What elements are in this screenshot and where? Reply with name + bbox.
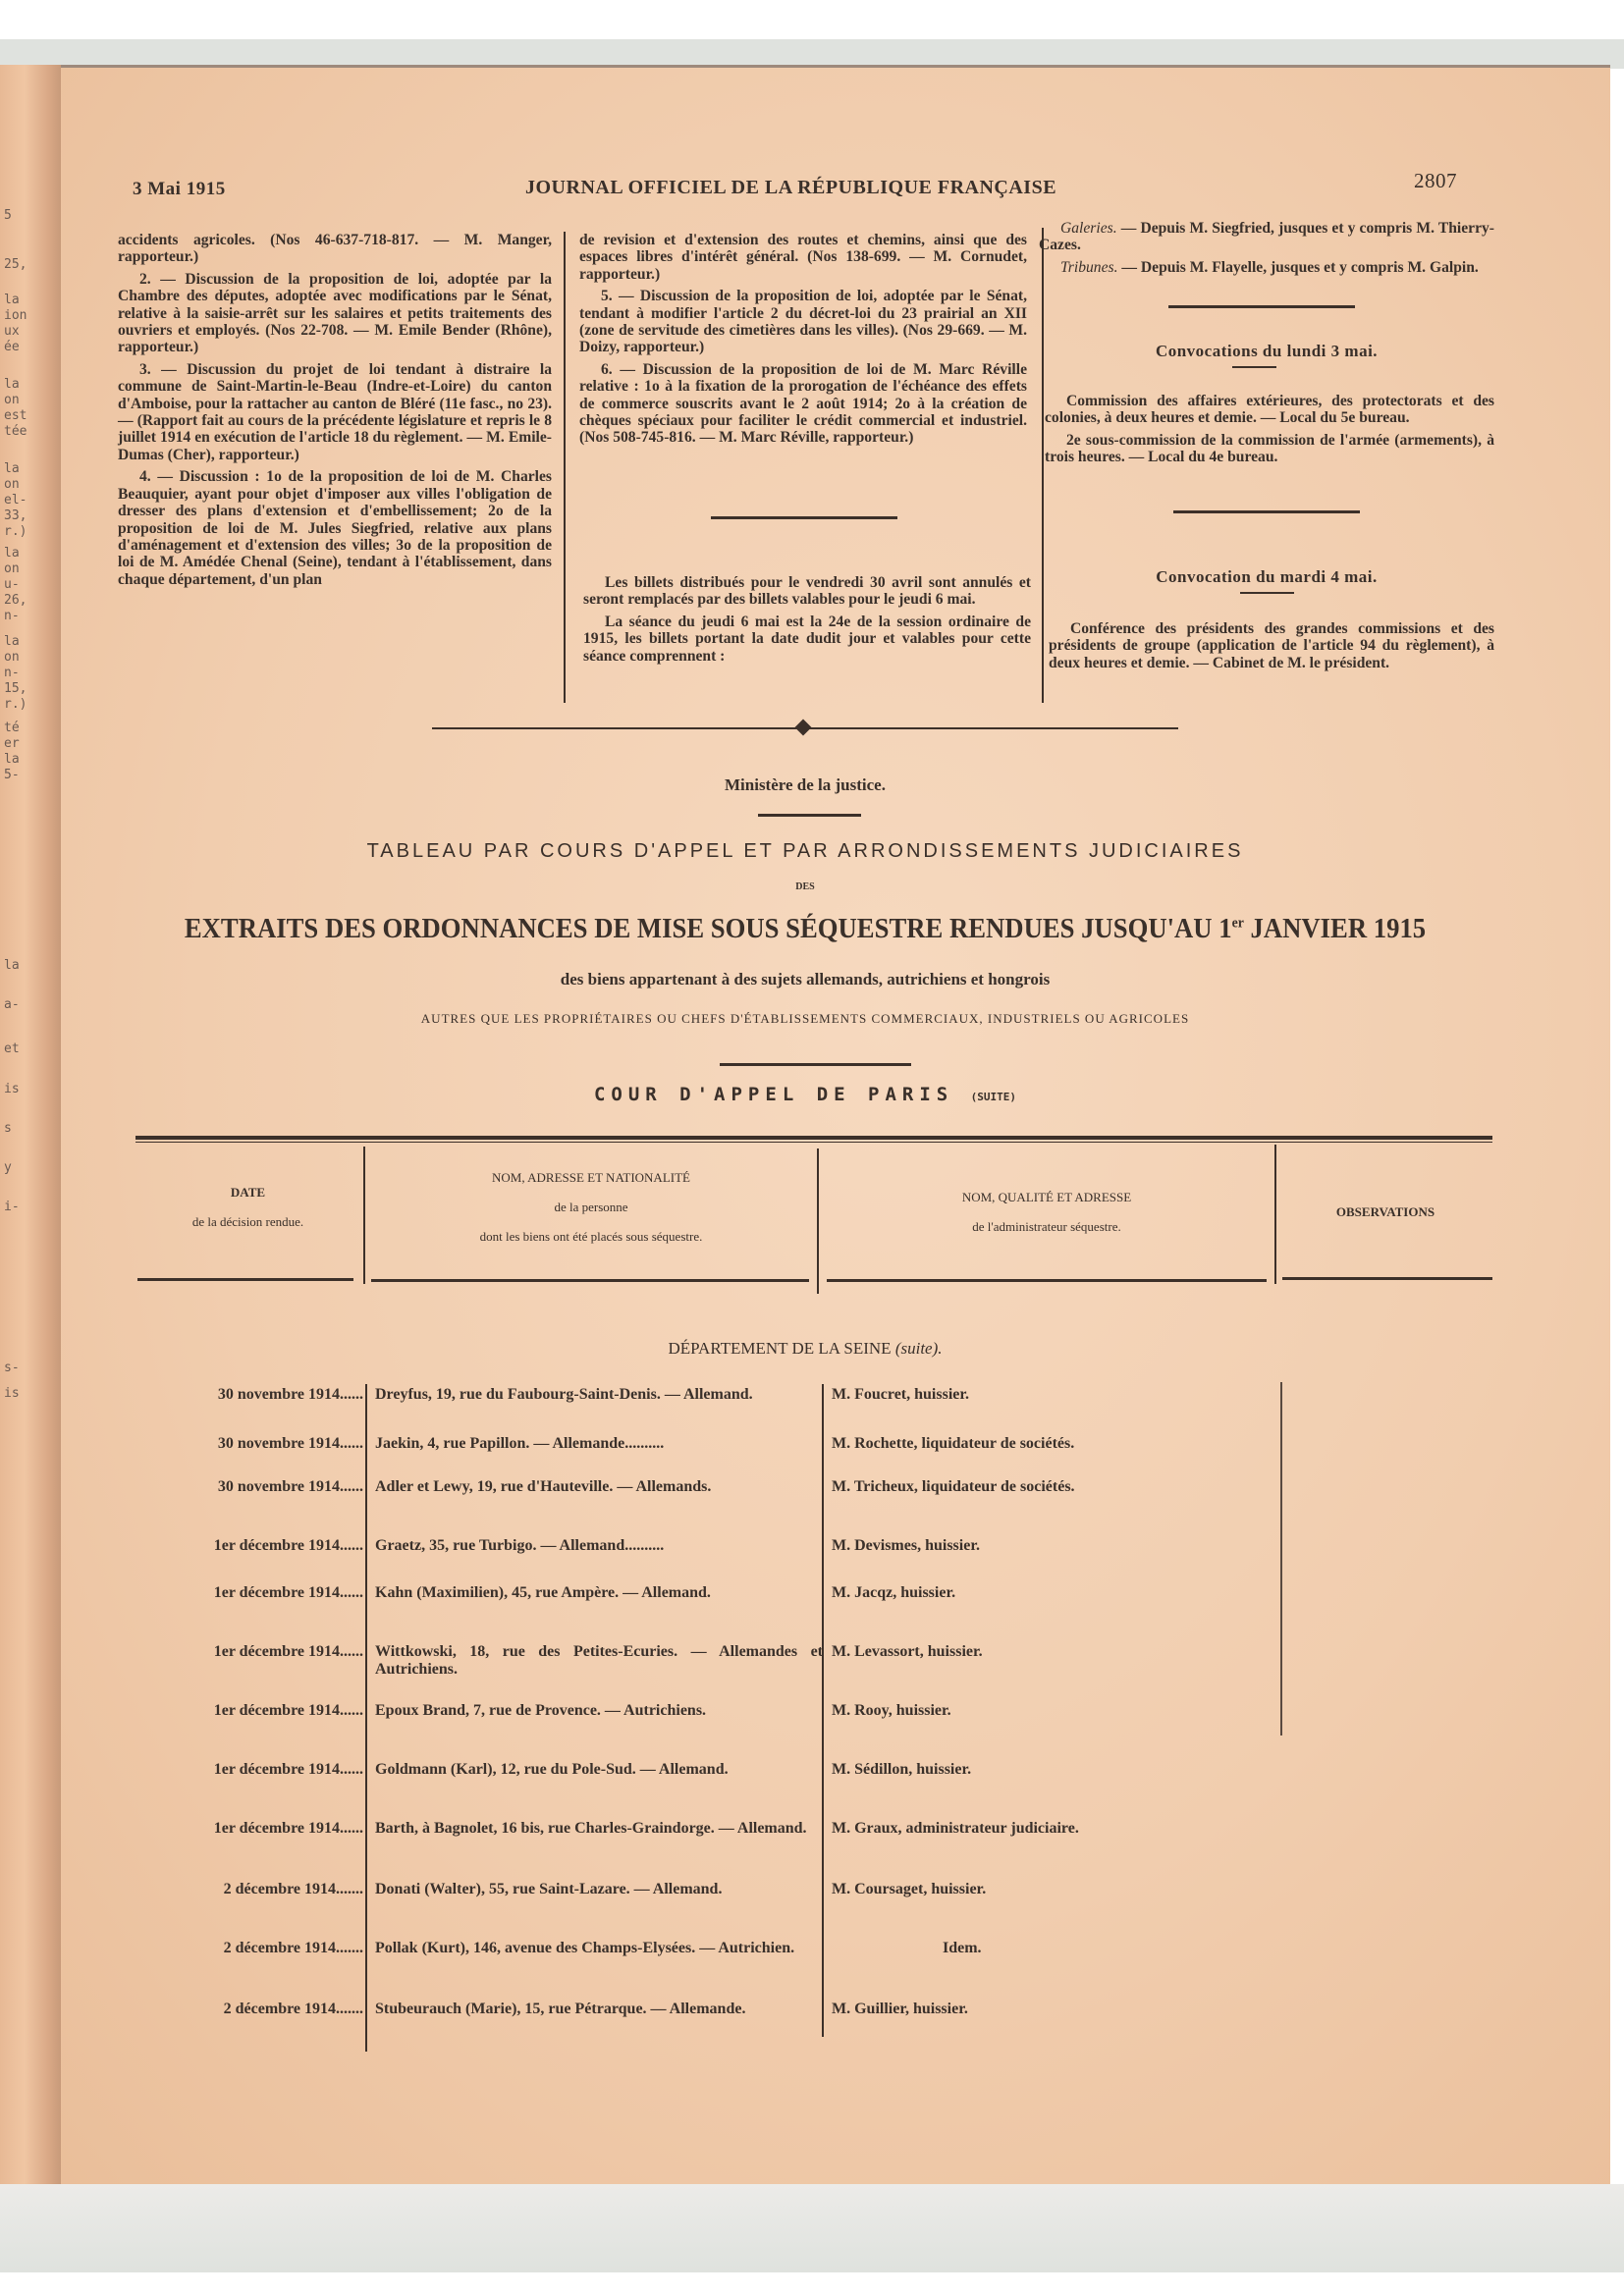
header-admin-sub: de l'administrateur séquestre. bbox=[972, 1219, 1121, 1234]
title-text: EXTRAITS DES ORDONNANCES DE MISE SOUS SÉQUESTRE RENDUES JUSQU'AU bbox=[184, 913, 1213, 944]
decision-date: 2 décembre 1914....... bbox=[223, 1881, 363, 1897]
decision-date: 2 décembre 1914....... bbox=[223, 2001, 363, 2017]
page-number: 2807 bbox=[1414, 169, 1457, 192]
decision-date: 2 décembre 1914....... bbox=[223, 1940, 363, 1956]
person-name-address: Jaekin, 4, rue Papillon. — Allemande.......... bbox=[375, 1435, 665, 1452]
administrator: M. Graux, administrateur judiciaire. bbox=[832, 1820, 1079, 1837]
paragraph: Les billets distribués pour le vendredi 30 avril sont annulés et seront remplacés par des billets valables pour le jeudi 6 mai. bbox=[583, 574, 1031, 609]
galeries-text: — Depuis M. Siegfried, jusques et y compris M. Thierry-Cazes. bbox=[1039, 220, 1494, 254]
person-name-address: Pollak (Kurt), 146, avenue des Champs-Elysées. — Autrichien. bbox=[375, 1940, 795, 1956]
tribunes-text: — Depuis M. Flayelle, jusques et y compris M. Galpin. bbox=[1117, 258, 1479, 276]
decision-date: 30 novembre 1914...... bbox=[217, 1478, 363, 1495]
administrator: M. Coursaget, huissier. bbox=[832, 1881, 987, 1897]
header-bottom-rule bbox=[1282, 1277, 1492, 1280]
margin-fragment: et bbox=[4, 1041, 20, 1056]
margin-fragment: tée bbox=[4, 424, 27, 439]
administrator: M. Rooy, huissier. bbox=[832, 1702, 951, 1719]
paragraph: La séance du jeudi 6 mai est la 24e de la session ordinaire de 1915, les billets portant la date dudit jour et valables pour cette séance comprennent : bbox=[583, 613, 1031, 665]
administrator: M. Jacqz, huissier. bbox=[832, 1584, 956, 1601]
label-tribunes: Tribunes. bbox=[1060, 258, 1118, 276]
margin-fragment: n- bbox=[4, 666, 20, 680]
margin-fragment: ux bbox=[4, 324, 20, 339]
column-2-notice bbox=[583, 574, 1031, 669]
person-name-address: Stubeurauch (Marie), 15, rue Pétrarque. — Allemande. bbox=[375, 2001, 746, 2017]
convocation-tuesday-heading: Convocation du mardi 4 mai. bbox=[1156, 567, 1378, 586]
margin-fragment: ion bbox=[4, 308, 27, 323]
paragraph: 4. — Discussion : 1o de la proposition de loi de M. Charles Beauquier, ayant pour objet d'imposer aux villes l'obligation de dresser des plans d'extension et d'embellissement; 2o de la proposition de loi de M. Jules Siegfried, relative aux plans d'aménagement et d'extension des villes; 3o de la proposition de loi de M. Amédée Chenal (Seine), tendant à l'établissement, dans chaque département, d'un plan bbox=[118, 468, 552, 588]
margin-fragment: on bbox=[4, 561, 20, 576]
header-divider bbox=[363, 1147, 365, 1284]
header-observations bbox=[1278, 1198, 1492, 1227]
header-date bbox=[137, 1178, 358, 1237]
column-divider bbox=[1042, 228, 1044, 703]
margin-fragment: 33, bbox=[4, 508, 27, 523]
person-name-address: Epoux Brand, 7, rue de Provence. — Autrichiens. bbox=[375, 1702, 707, 1719]
margin-fragment: y bbox=[4, 1160, 12, 1175]
separator-rule bbox=[711, 516, 897, 519]
separator-rule bbox=[758, 814, 861, 817]
margin-fragment: la bbox=[4, 634, 20, 649]
scan-background-bottom bbox=[0, 2184, 1624, 2272]
table-top-rule bbox=[135, 1136, 1492, 1140]
decision-date: 1er décembre 1914...... bbox=[213, 1537, 363, 1554]
header-bottom-rule bbox=[827, 1279, 1267, 1282]
table-subtitle: des biens appartenant à des sujets allemands, autrichiens et hongrois bbox=[560, 970, 1051, 988]
separator-rule bbox=[1240, 592, 1294, 594]
table-main-title bbox=[65, 913, 1546, 945]
department-heading bbox=[0, 1339, 1610, 1359]
separator-rule bbox=[1232, 366, 1276, 368]
header-bottom-rule bbox=[137, 1278, 353, 1281]
decision-date: 30 novembre 1914...... bbox=[217, 1386, 363, 1403]
margin-fragment: 5 bbox=[4, 208, 12, 223]
person-name-address: Dreyfus, 19, rue du Faubourg-Saint-Denis. — Allemand. bbox=[375, 1386, 753, 1403]
column-2 bbox=[579, 232, 1027, 452]
margin-fragment: er bbox=[4, 736, 20, 751]
journal-title: JOURNAL OFFICIEL DE LA RÉPUBLIQUE FRANÇAISE bbox=[525, 177, 1057, 198]
header-admin bbox=[823, 1183, 1271, 1242]
person-name-address: Wittkowski, 18, rue des Petites-Ecuries. — Allemandes et Autrichiens. bbox=[375, 1643, 823, 1678]
separator-rule bbox=[1173, 510, 1360, 513]
person-name-address: Barth, à Bagnolet, 16 bis, rue Charles-Graindorge. — Allemand. bbox=[375, 1820, 807, 1837]
header-person-title: NOM, ADRESSE ET NATIONALITÉ bbox=[492, 1170, 690, 1185]
margin-fragment: on bbox=[4, 650, 20, 665]
decision-date: 1er décembre 1914...... bbox=[213, 1761, 363, 1778]
convocations-monday-heading: Convocations du lundi 3 mai. bbox=[1155, 342, 1379, 360]
margin-fragment: la bbox=[4, 377, 20, 392]
margin-fragment: on bbox=[4, 477, 20, 492]
court-heading bbox=[0, 1084, 1610, 1105]
administrator: M. Levassort, huissier. bbox=[832, 1643, 983, 1660]
paragraph: 2e sous-commission de la commission de l'armée (armements), à trois heures. — Local du 4e bureau. bbox=[1045, 431, 1494, 466]
margin-fragment: el- bbox=[4, 493, 27, 507]
decision-date: 1er décembre 1914...... bbox=[213, 1643, 363, 1660]
margin-fragment: té bbox=[4, 721, 20, 735]
body-divider bbox=[1280, 1382, 1282, 1735]
body-divider bbox=[365, 1384, 367, 2052]
title-date-rest: JANVIER 1915 bbox=[1243, 913, 1427, 944]
margin-fragment: r.) bbox=[4, 524, 27, 539]
decision-date: 1er décembre 1914...... bbox=[213, 1702, 363, 1719]
margin-fragment: la bbox=[4, 958, 20, 973]
convocations-monday bbox=[1045, 393, 1494, 471]
header-date-title: DATE bbox=[230, 1185, 266, 1200]
person-name-address: Kahn (Maximilien), 45, rue Ampère. — Allemand. bbox=[375, 1584, 711, 1601]
column-divider bbox=[564, 232, 566, 703]
margin-fragment: la bbox=[4, 752, 20, 767]
table-qualifier: AUTRES QUE LES PROPRIÉTAIRES OU CHEFS D'ÉTABLISSEMENTS COMMERCIAUX, INDUSTRIELS OU AGRICOLES bbox=[420, 1011, 1190, 1026]
margin-fragment: u- bbox=[4, 577, 20, 592]
paragraph: de revision et d'extension des routes et chemins, ainsi que des espaces libres d'intérêt général. (Nos 138-699. — M. Cornudet, rapporteur.) bbox=[579, 232, 1027, 283]
table-title-des: DES bbox=[795, 881, 815, 892]
department-suffix: (suite). bbox=[894, 1339, 943, 1358]
decision-date: 1er décembre 1914...... bbox=[213, 1584, 363, 1601]
title-date-sup: er bbox=[1231, 915, 1244, 932]
header-date-sub: de la décision rendue. bbox=[191, 1214, 304, 1229]
header-person bbox=[369, 1163, 813, 1252]
administrator: M. Devismes, huissier. bbox=[832, 1537, 980, 1554]
margin-fragment: la bbox=[4, 461, 20, 476]
table-top-rule-thin bbox=[135, 1142, 1492, 1143]
header-person-sub2: dont les biens ont été placés sous séquestre. bbox=[479, 1229, 703, 1244]
margin-fragment: s- bbox=[4, 1361, 20, 1375]
paragraph: Conférence des présidents des grandes commissions et des présidents de groupe (application de l'article 94 du règlement), à deux heures et demie. — Cabinet de M. le président. bbox=[1049, 620, 1494, 671]
person-name-address: Donati (Walter), 55, rue Saint-Lazare. — Allemand. bbox=[375, 1881, 723, 1897]
paragraph: 6. — Discussion de la proposition de loi de M. Marc Réville relative : 1o à la fixation de la prorogation de l'échéance des effets de commerce souscrits avant le 2 août 1914; 2o à la création de chèques spéciaux pour faciliter le crédit commercial et industriel. (Nos 508-745-816. — M. Marc Réville, rapporteur.) bbox=[579, 360, 1027, 447]
margin-fragment: a- bbox=[4, 997, 20, 1012]
administrator: M. Tricheux, liquidateur de sociétés. bbox=[832, 1478, 1075, 1495]
person-name-address: Graetz, 35, rue Turbigo. — Allemand.......... bbox=[375, 1537, 665, 1554]
margin-fragment: i- bbox=[4, 1200, 20, 1214]
person-name-address: Goldmann (Karl), 12, rue du Pole-Sud. — Allemand. bbox=[375, 1761, 729, 1778]
header-obs-title: OBSERVATIONS bbox=[1335, 1204, 1435, 1219]
administrator: Idem. bbox=[943, 1940, 982, 1956]
title-date-num: 1 bbox=[1218, 913, 1232, 944]
paragraph: 2. — Discussion de la proposition de loi, adoptée par la Chambre des députes, adoptée avec modifications par le Sénat, relative à la saisie-arrêt sur les salaires et petits traitements des ouvriers et employés. (Nos 22-708. — M. Emile Bender (Rhône), rapporteur.) bbox=[118, 270, 552, 356]
header-admin-title: NOM, QUALITÉ ET ADRESSE bbox=[961, 1190, 1132, 1204]
convocation-tuesday bbox=[1049, 620, 1494, 676]
header-person-sub1: de la personne bbox=[554, 1200, 628, 1214]
paragraph: 5. — Discussion de la proposition de loi, adoptée par le Sénat, tendant à modifier l'article 2 du décret-loi du 23 prairial an XII (zone de servitude des cimetières dans les villes). (Nos 29-669. — M. Doizy, rapporteur.) bbox=[579, 288, 1027, 356]
header-divider bbox=[817, 1148, 819, 1294]
margin-fragment: on bbox=[4, 393, 20, 407]
issue-date: 3 Mai 1915 bbox=[133, 179, 226, 199]
header-bottom-rule bbox=[371, 1279, 809, 1282]
margin-fragment: is bbox=[4, 1386, 20, 1401]
administrator: M. Guillier, huissier. bbox=[832, 2001, 968, 2017]
label-galeries: Galeries. bbox=[1060, 220, 1117, 237]
column-1 bbox=[118, 232, 552, 593]
margin-fragment: la bbox=[4, 293, 20, 307]
margin-fragment: est bbox=[4, 408, 27, 423]
margin-fragment: 26, bbox=[4, 593, 27, 608]
administrator: M. Foucret, huissier. bbox=[832, 1386, 969, 1403]
paragraph: accidents agricoles. (Nos 46-637-718-817. — M. Manger, rapporteur.) bbox=[118, 232, 552, 266]
table-title-line1: TABLEAU PAR COURS D'APPEL ET PAR ARRONDISSEMENTS JUDICIAIRES bbox=[366, 840, 1244, 862]
margin-fragment: 5- bbox=[4, 768, 20, 782]
margin-fragment: s bbox=[4, 1121, 12, 1136]
separator-rule bbox=[1168, 305, 1355, 308]
header-divider bbox=[1274, 1145, 1276, 1284]
separator-rule bbox=[720, 1063, 911, 1066]
department-name: DÉPARTEMENT DE LA SEINE bbox=[668, 1339, 892, 1358]
administrator: M. Rochette, liquidateur de sociétés. bbox=[832, 1435, 1075, 1452]
margin-fragment: ée bbox=[4, 340, 20, 354]
decision-date: 1er décembre 1914...... bbox=[213, 1820, 363, 1837]
ministry-heading: Ministère de la justice. bbox=[725, 775, 886, 794]
paragraph: Commission des affaires extérieures, des protectorats et des colonies, à deux heures et demie. — Local du 5e bureau. bbox=[1045, 393, 1494, 427]
margin-fragment: n- bbox=[4, 609, 20, 623]
court-suffix: (SUITE) bbox=[970, 1091, 1017, 1103]
margin-fragment: r.) bbox=[4, 697, 27, 712]
paragraph: 3. — Discussion du projet de loi tendant à distraire la commune de Saint-Martin-le-Beau (Indre-et-Loire) du canton d'Amboise, pour la rattacher au canton de Bléré (11e fasc., no 23). — (Rapport fait au cours de la précédente législature et repris le 8 juillet 1914 en exécution de l'article 18 du règlement. — M. Emile-Dumas (Cher), rapporteur.) bbox=[118, 360, 552, 463]
margin-fragment: is bbox=[4, 1082, 20, 1096]
court-name: COUR D'APPEL DE PARIS bbox=[593, 1084, 954, 1105]
administrator: M. Sédillon, huissier. bbox=[832, 1761, 972, 1778]
decision-date: 30 novembre 1914...... bbox=[217, 1435, 363, 1452]
margin-fragment: la bbox=[4, 546, 20, 561]
person-name-address: Adler et Lewy, 19, rue d'Hauteville. — Allemands. bbox=[375, 1478, 712, 1495]
margin-fragment: 15, bbox=[4, 681, 27, 696]
margin-fragment: 25, bbox=[4, 257, 27, 272]
column-3 bbox=[1039, 220, 1494, 281]
